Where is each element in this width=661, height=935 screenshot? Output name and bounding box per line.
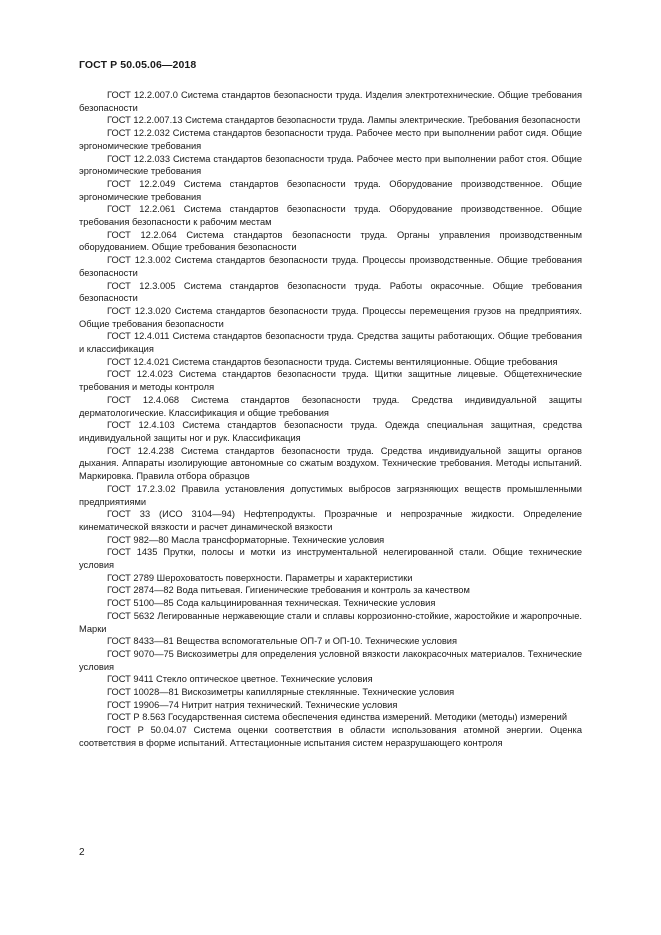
reference-item: ГОСТ 12.4.238 Система стандартов безопасности труда. Средства индивидуальной защиты органов дыхания. Аппараты изолирующие автономные со сжатым воздухом. Технические требования. Методы испытаний. Маркировка. Правила отбора образцов [79, 445, 582, 482]
reference-item: ГОСТ 2789 Шероховатость поверхности. Параметры и характеристики [107, 572, 413, 583]
reference-item: ГОСТ 8433—81 Вещества вспомогательные ОП-7 и ОП-10. Технические условия [107, 636, 458, 647]
reference-item: ГОСТ 9411 Стекло оптическое цветное. Технические условия [107, 674, 373, 685]
reference-item: ГОСТ 12.4.023 Система стандартов безопасности труда. Щитки защитные лицевые. Общетехнические требования и методы контроля [79, 369, 582, 393]
reference-item: ГОСТ 5632 Легированные нержавеющие стали и сплавы коррозионно-стойкие, жаростойкие и жаропрочные. Марки [79, 610, 582, 634]
reference-item: ГОСТ 12.3.020 Система стандартов безопасности труда. Процессы перемещения грузов на предприятиях. Общие требования безопасности [79, 305, 582, 329]
document-header: ГОСТ Р 50.05.06—2018 [79, 59, 197, 71]
reference-item: ГОСТ 12.2.033 Система стандартов безопасности труда. Рабочее место при выполнении работ стоя. Общие эргономические требования [79, 153, 582, 177]
normative-references-list [79, 89, 582, 750]
reference-item: ГОСТ 12.3.005 Система стандартов безопасности труда. Работы окрасочные. Общие требования безопасности [79, 280, 582, 304]
reference-item: ГОСТ 12.2.061 Система стандартов безопасности труда. Оборудование производственное. Общие требования безопасности к рабочим местам [79, 204, 582, 228]
reference-item: ГОСТ 9070—75 Вискозиметры для определения условной вязкости лакокрасочных материалов. Технические условия [79, 648, 582, 672]
reference-item: ГОСТ 12.2.049 Система стандартов безопасности труда. Оборудование производственное. Общие эргономические требования [79, 178, 582, 202]
reference-item: ГОСТ 12.2.007.0 Система стандартов безопасности труда. Изделия электротехнические. Общие требования безопасности [79, 90, 582, 113]
reference-item: ГОСТ 12.2.032 Система стандартов безопасности труда. Рабочее место при выполнении работ сидя. Общие эргономические требования [79, 128, 582, 151]
reference-item: ГОСТ 2874—82 Вода питьевая. Гигиенические требования и контроль за качеством [107, 585, 470, 596]
reference-item: ГОСТ 12.4.011 Система стандартов безопасности труда. Средства защиты работающих. Общие требования и классификация [79, 331, 582, 355]
reference-item: ГОСТ 19906—74 Нитрит натрия технический. Технические условия [107, 699, 398, 710]
reference-item: ГОСТ 5100—85 Сода кальцинированная техническая. Технические условия [107, 598, 436, 609]
reference-item: ГОСТ 1435 Прутки, полосы и мотки из инструментальной нелегированной стали. Общие технические условия [79, 547, 582, 571]
page-number: 2 [79, 847, 85, 858]
reference-item: ГОСТ 10028—81 Вискозиметры капиллярные стеклянные. Технические условия [107, 687, 455, 698]
reference-item: ГОСТ 12.4.068 Система стандартов безопасности труда. Средства индивидуальной защиты дерматологические. Классификация и общие требования [79, 394, 582, 418]
reference-item: ГОСТ 17.2.3.02 Правила установления допустимых выбросов загрязняющих веществ промышленными предприятиями [79, 483, 582, 507]
reference-item: ГОСТ 12.3.002 Система стандартов безопасности труда. Процессы производственные. Общие требования безопасности [79, 255, 582, 278]
reference-item: ГОСТ 12.4.103 Система стандартов безопасности труда. Одежда специальная защитная, средства индивидуальной защиты ног и рук. Классификация [79, 420, 582, 443]
reference-item: ГОСТ 12.4.021 Система стандартов безопасности труда. Системы вентиляционные. Общие требования [107, 356, 558, 367]
reference-item: ГОСТ 33 (ИСО 3104—94) Нефтепродукты. Прозрачные и непрозрачные жидкости. Определение кинематической вязкости и расчет динамической вязкости [79, 509, 582, 532]
reference-item: ГОСТ 12.2.007.13 Система стандартов безопасности труда. Лампы электрические. Требования безопасности [107, 115, 581, 126]
reference-item: ГОСТ Р 50.04.07 Система оценки соответствия в области использования атомной энергии. Оценка соответствия в форме испытаний. Аттестационные испытания систем неразрушающего контроля [79, 725, 582, 748]
reference-item: ГОСТ Р 8.563 Государственная система обеспечения единства измерений. Методики (методы) измерений [107, 712, 568, 723]
reference-item: ГОСТ 982—80 Масла трансформаторные. Технические условия [107, 534, 385, 545]
reference-item: ГОСТ 12.2.064 Система стандартов безопасности труда. Органы управления производственным оборудованием. Общие требования безопасности [79, 229, 582, 253]
